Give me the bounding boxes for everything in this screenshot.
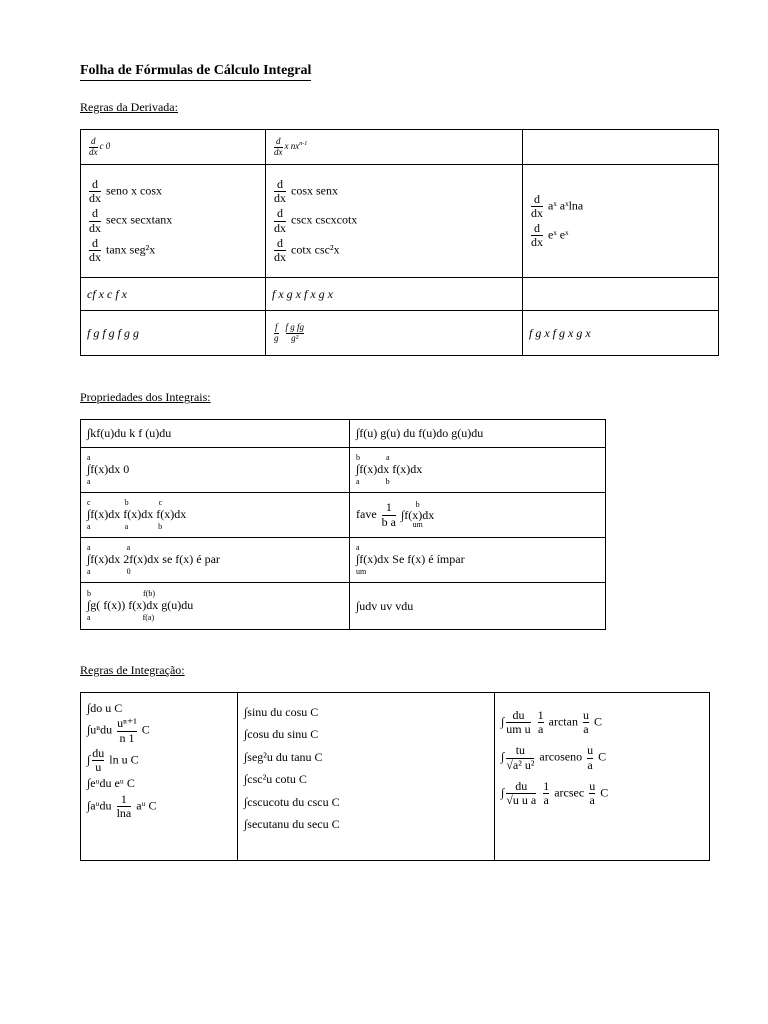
integration-rules-inverse-trig: ∫ $\frac{du}{\text{um u}}$ $\frac{1}{a}$ arctan $\frac{u}{a}$ C ∫ $\frac{tu}{\text{√a² u²}}$ arcoseno $\frac{u}{a}$ C ∫ $\frac{du}{\text{√u u a}}$ $\frac{1}{a}$ arcsec $\frac{u}{a}$ C [495, 693, 710, 861]
property-substitution: b f(b) ∫g( f(x)) f(x)dx g(u)du a f(a) [81, 583, 350, 630]
page-title: Folha de Fórmulas de Cálculo Integral [80, 63, 311, 81]
empty-cell [523, 278, 719, 311]
derivative-sum-rule: f x g x f x g x [266, 278, 523, 311]
property-constant-multiple: ∫kf(u)du k f (u)du [81, 420, 350, 448]
property-even-function: a a ∫f(x)dx 2f(x)dx se f(x) é par a 0 [81, 538, 350, 583]
derivative-power: $\frac{d}{dx}$ x $nx^{n-1}$ [266, 130, 523, 165]
derivative-exponential: $\frac{d}{dx}$ aˣ aˣlna $\frac{d}{dx}$ eˣ eˣ [523, 165, 719, 278]
section-derivative-rules: Regras da Derivada: [80, 100, 178, 114]
derivative-quotient-rule: $\frac{f}{g}$ $\frac{\text{f g fg}}{\text{g²}}$ [266, 311, 523, 356]
derivative-trig-2: $\frac{d}{dx}$ cosx senx $\frac{d}{dx}$ cscx cscxcotx $\frac{d}{dx}$ cotx csc²x [266, 165, 523, 278]
property-average-value: fave $\frac{1}{\text{b a}}$ b ∫f(x)dx um [350, 493, 606, 538]
property-sum: ∫f(u) g(u) du f(u)do g(u)du [350, 420, 606, 448]
empty-cell [523, 130, 719, 165]
integration-rules-table [80, 692, 710, 861]
section-integration-rules: Regras de Integração: [80, 663, 185, 677]
derivative-constant: $\frac{d}{dx}$ c 0 [81, 130, 266, 165]
integration-rules-trig: ∫sinu du cosu C ∫cosu du sinu C ∫seg²u du tanu C ∫csc²u cotu C ∫cscucotu du cscu C ∫secutanu du secu C [238, 693, 495, 861]
property-reversed-limits: b a ∫f(x)dx f(x)dx a b [350, 448, 606, 493]
derivative-constant-multiple: cf x c f x [81, 278, 266, 311]
property-additivity: c b c ∫f(x)dx f(x)dx f(x)dx a a b [81, 493, 350, 538]
derivative-product-rule: f g f g f g g [81, 311, 266, 356]
integration-rules-basic: ∫do u C ∫uⁿdu $\frac{\text{uⁿ⁺¹}}{n 1}$ C ∫ $\frac{du}{u}$ ln u C ∫eᵘdu eᵘ C ∫aᵘdu $\frac{1}{\ln a}$ aᵘ C [81, 693, 238, 861]
property-same-limits: a ∫f(x)dx 0 a [81, 448, 350, 493]
derivative-trig-1: $\frac{d}{dx}$ seno x cosx $\frac{d}{dx}$ secx secxtanx $\frac{d}{dx}$ tanx seg²x [81, 165, 266, 278]
property-integration-by-parts: ∫udv uv vdu [350, 583, 606, 630]
integral-properties-table [80, 419, 606, 630]
derivative-chain-rule: f g x f g x g x [523, 311, 719, 356]
section-integral-properties: Propriedades dos Integrais: [80, 390, 211, 404]
derivative-rules-table [80, 129, 719, 356]
property-odd-function: a ∫f(x)dx Se f(x) é ímpar um [350, 538, 606, 583]
